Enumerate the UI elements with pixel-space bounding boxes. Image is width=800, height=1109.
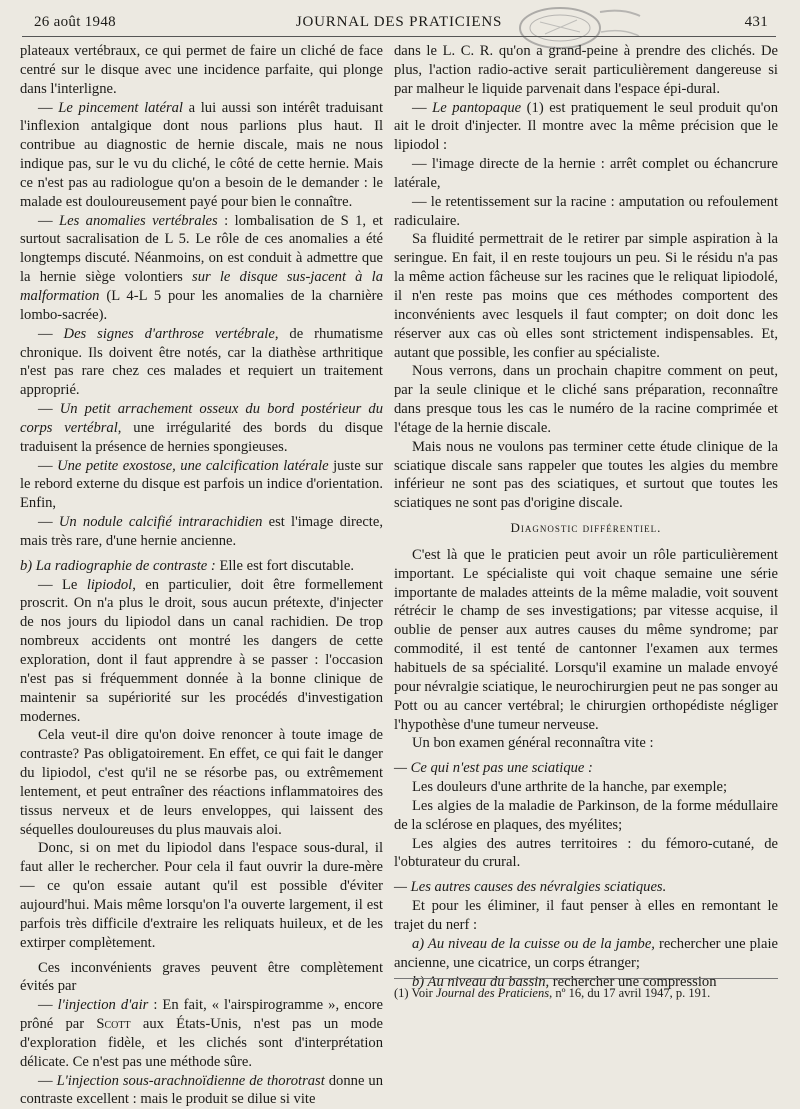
running-header bbox=[22, 12, 776, 37]
header-date: 26 août 1948 bbox=[34, 14, 116, 30]
paragraph: Un bon examen général reconnaîtra vite : bbox=[412, 735, 654, 752]
paragraph: Nous verrons, dans un prochain chapitre comment on peut, par la seule clinique et le cliché sans préparation, reconnaître dans presque tous les cas le numéro de la racine comprimée et l'étage de la hernie discale. bbox=[394, 363, 778, 436]
paragraph: Les douleurs d'une arthrite de la hanche, par exemple; bbox=[412, 779, 728, 796]
section-heading: Diagnostic différentiel. bbox=[510, 520, 662, 536]
paragraph: — Un petit arrachement osseux du bord postérieur du corps vertébral, une irrégularité des bords du disque traduisent la présence de hernies spongieuses. bbox=[20, 401, 383, 455]
paragraph: a) Au niveau de la cuisse ou de la jambe, rechercher une plaie ancienne, une cicatrice, un corps étranger; bbox=[394, 935, 778, 971]
paragraph: Cela veut-il dire qu'on doive renoncer à toute image de contraste? Pas obligatoirement. En effet, ce qui fait le danger du lipiodol, c'est qu'il ne se résorbe pas, ou extrêmement lentement, et peut entraîner des réactions inflammatoires des tissus nerveux et de leurs enveloppes, qui laissent des séquelles douloureuses du plus mauvais aloi. bbox=[20, 727, 383, 838]
list-heading: — Ce qui n'est pas une sciatique : bbox=[394, 760, 593, 777]
list-heading: — Les autres causes des névralgies sciatiques. bbox=[394, 879, 667, 896]
paragraph: — le retentissement sur la racine : amputation ou refoulement radiculaire. bbox=[394, 193, 778, 229]
paragraph: — l'image directe de la hernie : arrêt complet ou échancrure latérale, bbox=[394, 156, 778, 191]
paragraph: — Une petite exostose, une calcification latérale juste sur le rebord externe du disque est parfois un indice d'orientation. Enfin, bbox=[20, 457, 383, 512]
paragraph: — l'injection d'air : En fait, « l'airspirogramme », encore prôné par Scott aux États-Unis, n'est pas un mode d'exploration fidèle, et les clichés sont d'interprétation délicate. Ce n'est pas une méthode sûre. bbox=[20, 997, 383, 1070]
paragraph: — Les anomalies vertébrales : lombalisation de S 1, et surtout sacralisation de L 5. Le rôle de ces anomalies a été longtemps discuté. Néanmoins, on est conduit à admettre que la hernie siège volontiers sur le disque sus-jacent à la malformation (L 4-L 5 pour les anomalies de la charnière lombo-sacrée). bbox=[20, 212, 383, 323]
paragraph: plateaux vertébraux, ce qui permet de faire un cliché de face centré sur le disque avec une incidence parfaite, qui plonge dans l'interligne. bbox=[20, 43, 383, 97]
header-journal-title: JOURNAL DES PRATICIENS bbox=[295, 14, 503, 30]
paragraph: dans le L. C. R. qu'on a grand-peine à prendre des clichés. De plus, l'action radio-active serait particulièrement dangereuse si par malheur le liquide parvenait dans l'espace épi-dural. bbox=[394, 43, 778, 97]
paragraph: b) Au niveau du bassin, rechercher une compression bbox=[412, 973, 717, 990]
paragraph: — Le lipiodol, en particulier, doit être formellement proscrit. On n'a plus le droit, sous aucun prétexte, d'injecter de nos jours du lipiodol dans un canal rachidien. De trop nombreux accidents ont montré les dangers de cette exploration, dont il faut apprendre à se passer : l'occasion n'est pas si fréquemment donnée à la bonne clinique de maintenir sa supériorité sur les procédés d'investigation modernes. bbox=[20, 576, 383, 725]
paragraph: Les algies des autres territoires : du fémoro-cutané, de l'obturateur du crural. bbox=[394, 835, 778, 871]
paragraph: — Le pincement latéral a lui aussi son intérêt traduisant l'inflexion antalgique dont nous parlions plus haut. Il contribue au diagnostic de hernie discale, mais ne nous indique pas, sur le vu du cliché, le côté de cette hernie. Mais ce n'est pas au radiologue qu'on a besoin de le demander : le malade est douloureusement payé pour bien le connaître. bbox=[20, 99, 383, 210]
paragraph: — Des signes d'arthrose vertébrale, de rhumatisme chronique. Ils doivent être notés, car la diathèse arthritique n'est pas rare chez ces malades et requiert un traitement approprié. bbox=[20, 325, 383, 399]
paragraph: Donc, si on met du lipiodol dans l'espace sous-dural, il faut aller le rechercher. Pour cela il faut ouvrir la dure-mère — ce qu'on essaie autant qu'il est possible d'éviter aujourd'hui. Mais même lorsqu'on l'a ouverte largement, il est parfois très difficile d'extraire les reliquats huileux, et de les extirper complètement. bbox=[20, 840, 383, 951]
right-column bbox=[394, 42, 778, 991]
footnote: (1) Voir Journal des Praticiens, nº 16, du 17 avril 1947, p. 191. bbox=[394, 978, 778, 1001]
header-page-number: 431 bbox=[744, 14, 768, 30]
left-column bbox=[20, 42, 383, 1109]
paragraph: — Un nodule calcifié intrarachidien est l'image directe, mais très rare, d'une hernie ancienne. bbox=[20, 514, 383, 549]
paragraph: Les algies de la maladie de Parkinson, de la forme médullaire de la sclérose en plaques, des myélites; bbox=[394, 797, 778, 833]
paragraph: Ces inconvénients graves peuvent être complètement évités par bbox=[20, 959, 383, 995]
subsection-paragraph: b) La radiographie de contraste : Elle est fort discutable. bbox=[20, 557, 354, 574]
paragraph: — L'injection sous-arachnoïdienne de thorotrast donne un contraste excellent : mais le produit se dilue si vite bbox=[20, 1072, 383, 1108]
paragraph: Sa fluidité permettrait de le retirer par simple aspiration à la seringue. En fait, il en reste toujours un peu. Si le résidu n'a pas la même action fâcheuse sur les racines que le reliquat lipiodolé, il n'en reste pas moins que ces méthodes comportent des inconvénients avec lesquels il faut compter; on doit donc les réserver aux cas où elles sont strictement indispensables. Et, autant que possible, les confier au spécialiste. bbox=[394, 231, 778, 361]
paragraph: C'est là que le praticien peut avoir un rôle particulièrement important. Le spécialiste qui voit chaque semaine une série importante de malades atteints de la même maladie, voit souvent rétrécir le champ de ses investigations; par vitesse acquise, il oublie de penser aux autres causes du même syndrome; par commodité, il est tenté de cantonner l'examen aux termes habituels de sa spécialité. Lorsqu'il examine un malade envoyé pour névralgie sciatique, le neurochirurgien peut ne pas songer au Pott ou au cancer vertébral; le chirurgien orthopédiste négliger l'hypothèse d'une tumeur nerveuse. bbox=[394, 546, 778, 733]
paragraph: Et pour les éliminer, il faut penser à elles en remontant le trajet du nerf : bbox=[394, 898, 778, 933]
paragraph: — Le pantopaque (1) est pratiquement le seul produit qu'on ait le droit d'injecter. Il montre avec la même précision que le lipiodol : bbox=[394, 99, 779, 154]
paragraph: Mais nous ne voulons pas terminer cette étude clinique de la sciatique discale sans rappeler que toutes les algies du membre inférieur ne sont pas des sciatiques, et surtout que toutes les sciatiques ne sont pas d'origine discale. bbox=[394, 438, 778, 512]
